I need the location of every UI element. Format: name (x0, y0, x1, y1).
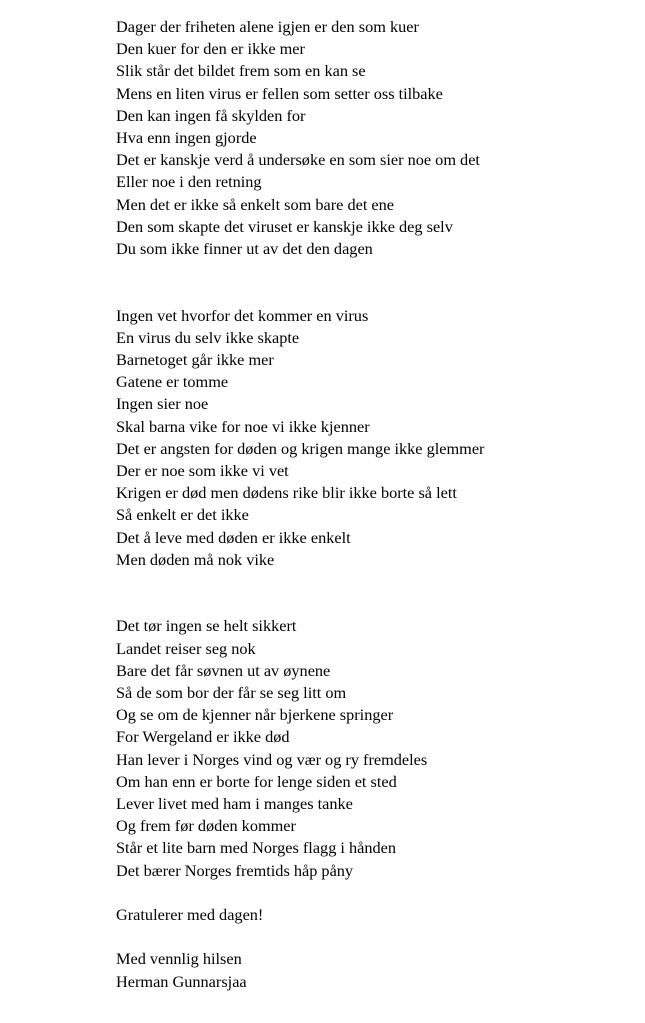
closing-salutation: Med vennlig hilsen (116, 949, 242, 969)
poem-line: Det tør ingen se helt sikkert (116, 616, 297, 636)
poem-line: Du som ikke finner ut av det den dagen (116, 239, 373, 259)
poem-line: Han lever i Norges vind og vær og ry fremdeles (116, 749, 428, 769)
poem-line: Men det er ikke så enkelt som bare det ene (116, 194, 395, 214)
stanza-2 (116, 305, 636, 571)
poem-line: Lever livet med ham i manges tanke (116, 794, 353, 814)
stanza-spacer (116, 571, 636, 615)
paragraph-spacer (116, 882, 636, 904)
poem-line: For Wergeland er ikke død (116, 727, 290, 747)
poem-line: Ingen vet hvorfor det kommer en virus (116, 305, 369, 325)
poem-line: Men døden må nok vike (116, 549, 275, 569)
stanza-spacer (116, 260, 636, 304)
poem-line: Dager der friheten alene igjen er den som kuer (116, 17, 419, 36)
poem-line: Om han enn er borte for lenge siden et sted (116, 771, 397, 791)
poem-line: Står et lite barn med Norges flagg i hånden (116, 838, 397, 858)
poem-line: Skal barna vike for noe vi ikke kjenner (116, 416, 370, 436)
poem-line: Gatene er tomme (116, 372, 229, 392)
poem-line: Det er kanskje verd å undersøke en som sier noe om det (116, 150, 480, 170)
poem-line: Hva enn ingen gjorde (116, 128, 257, 148)
poem-line: Så de som bor der får se seg litt om (116, 683, 347, 703)
poem-line: Så enkelt er det ikke (116, 505, 249, 525)
poem-line: Eller noe i den retning (116, 172, 262, 192)
poem-line: Bare det får søvnen ut av øynene (116, 660, 331, 680)
poem-line: Der er noe som ikke vi vet (116, 461, 289, 481)
poem-line: En virus du selv ikke skapte (116, 327, 300, 347)
poem-line: Og frem før døden kommer (116, 816, 296, 836)
poem-document (116, 16, 636, 993)
poem-line: Mens en liten virus er fellen som setter oss tilbake (116, 83, 443, 103)
poem-line: Ingen sier noe (116, 394, 209, 414)
poem-line: Det bærer Norges fremtids håp påny (116, 860, 354, 880)
poem-line: Den kan ingen få skylden for (116, 105, 306, 125)
paragraph-spacer (116, 926, 636, 948)
greeting-line: Gratulerer med dagen! (116, 905, 264, 925)
stanza-1 (116, 16, 636, 260)
poem-line: Det å leve med døden er ikke enkelt (116, 527, 351, 547)
stanza-3 (116, 615, 636, 881)
poem-line: Og se om de kjenner når bjerkene springer (116, 705, 394, 725)
poem-line: Landet reiser seg nok (116, 638, 256, 658)
poem-line: Slik står det bildet frem som en kan se (116, 61, 366, 81)
poem-line: Det er angsten for døden og krigen mange ikke glemmer (116, 438, 485, 458)
closing-author: Herman Gunnarsjaa (116, 971, 247, 991)
poem-line: Krigen er død men dødens rike blir ikke borte så lett (116, 483, 457, 503)
poem-line: Barnetoget går ikke mer (116, 350, 274, 370)
closing (116, 948, 636, 992)
poem-line: Den kuer for den er ikke mer (116, 39, 305, 59)
greeting (116, 904, 636, 926)
poem-line: Den som skapte det viruset er kanskje ikke deg selv (116, 216, 453, 236)
